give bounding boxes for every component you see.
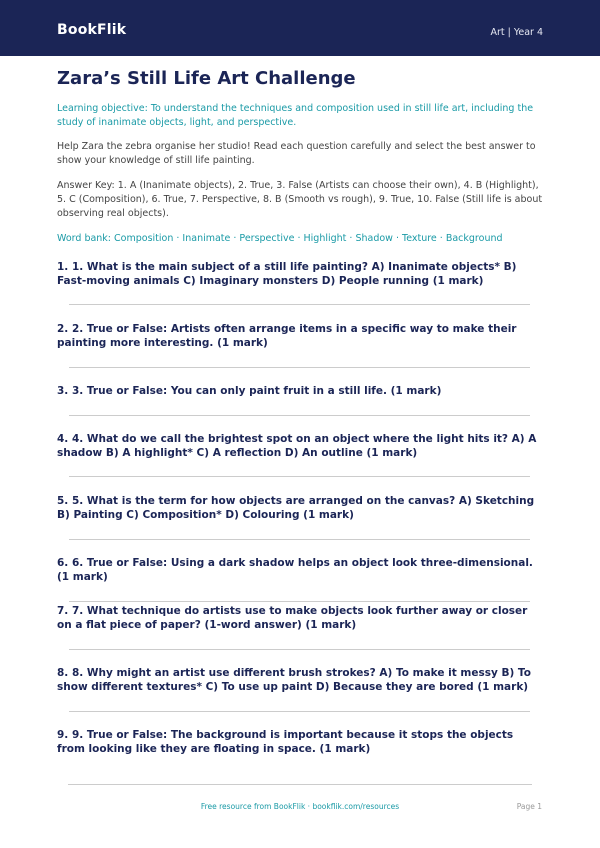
answer-key: Answer Key: 1. A (Inanimate objects), 2. True, 3. False (Artists can choose their own), 4. B (Highlight), 5. C (Composition), 6. True, 7. Perspective, 8. B (Smooth vs rough), 9. True, 10. False (Still life is about observing real objects). bbox=[57, 180, 543, 219]
question-item bbox=[57, 556, 543, 604]
question-text: 7. 7. What technique do artists use to make objects look further away or closer on a flat piece of paper? (1-word answer) (1 mark) bbox=[57, 605, 528, 631]
brand-logo[interactable]: BookFlik bbox=[57, 22, 127, 38]
page-header bbox=[0, 0, 600, 56]
question-text: 6. 6. True or False: Using a dark shadow helps an object look three-dimensional. (1 mark) bbox=[57, 557, 533, 583]
question-item bbox=[57, 494, 543, 556]
answer-line[interactable] bbox=[69, 367, 530, 368]
intro-text: Help Zara the zebra organise her studio! Read each question carefully and select the best answer to show your knowledge of still life painting. bbox=[57, 141, 536, 166]
question-item bbox=[57, 604, 543, 666]
question-item bbox=[57, 728, 543, 768]
question-item bbox=[57, 322, 543, 384]
question-text: 9. 9. True or False: The background is important because it stops the objects from looking like they are floating in space. (1 mark) bbox=[57, 729, 514, 755]
footer-divider bbox=[68, 784, 532, 785]
answer-line[interactable] bbox=[69, 711, 530, 712]
answer-line[interactable] bbox=[69, 415, 530, 416]
footer-resource-link[interactable]: Free resource from BookFlik · bookflik.com/resources bbox=[200, 802, 400, 811]
worksheet-content bbox=[57, 68, 543, 768]
answer-line[interactable] bbox=[69, 649, 530, 650]
question-text: 3. 3. True or False: You can only paint fruit in a still life. (1 mark) bbox=[57, 385, 442, 397]
subject-label: Art | Year 4 bbox=[490, 27, 543, 38]
answer-line[interactable] bbox=[69, 476, 530, 477]
page-title: Zara’s Still Life Art Challenge bbox=[57, 68, 356, 89]
question-text: 1. 1. What is the main subject of a still life painting? A) Inanimate objects* B) Fast-moving animals C) Imaginary monsters D) People running (1 mark) bbox=[57, 261, 517, 287]
question-item bbox=[57, 432, 543, 494]
answer-line[interactable] bbox=[69, 304, 530, 305]
learning-objective: Learning objective: To understand the techniques and composition used in still life art, including the study of inanimate objects, light, and perspective. bbox=[57, 103, 534, 128]
page-number: Page 1 bbox=[516, 802, 542, 811]
question-list bbox=[57, 260, 543, 768]
question-text: 4. 4. What do we call the brightest spot on an object where the light hits it? A) A shadow B) A highlight* C) A reflection D) An outline (1 mark) bbox=[57, 433, 537, 459]
word-bank: Word bank: Composition · Inanimate · Perspective · Highlight · Shadow · Texture · Background bbox=[57, 233, 503, 244]
question-text: 2. 2. True or False: Artists often arrange items in a specific way to make their painting more interesting. (1 mark) bbox=[57, 323, 517, 349]
question-item bbox=[57, 666, 543, 728]
answer-line[interactable] bbox=[69, 539, 530, 540]
question-text: 5. 5. What is the term for how objects are arranged on the canvas? A) Sketching B) Painting C) Composition* D) Colouring (1 mark) bbox=[57, 495, 535, 521]
answer-line[interactable] bbox=[69, 601, 530, 602]
question-item bbox=[57, 384, 543, 432]
question-text: 8. 8. Why might an artist use different brush strokes? A) To make it messy B) To show different textures* C) To use up paint D) Because they are bored (1 mark) bbox=[57, 667, 531, 693]
question-item bbox=[57, 260, 543, 322]
